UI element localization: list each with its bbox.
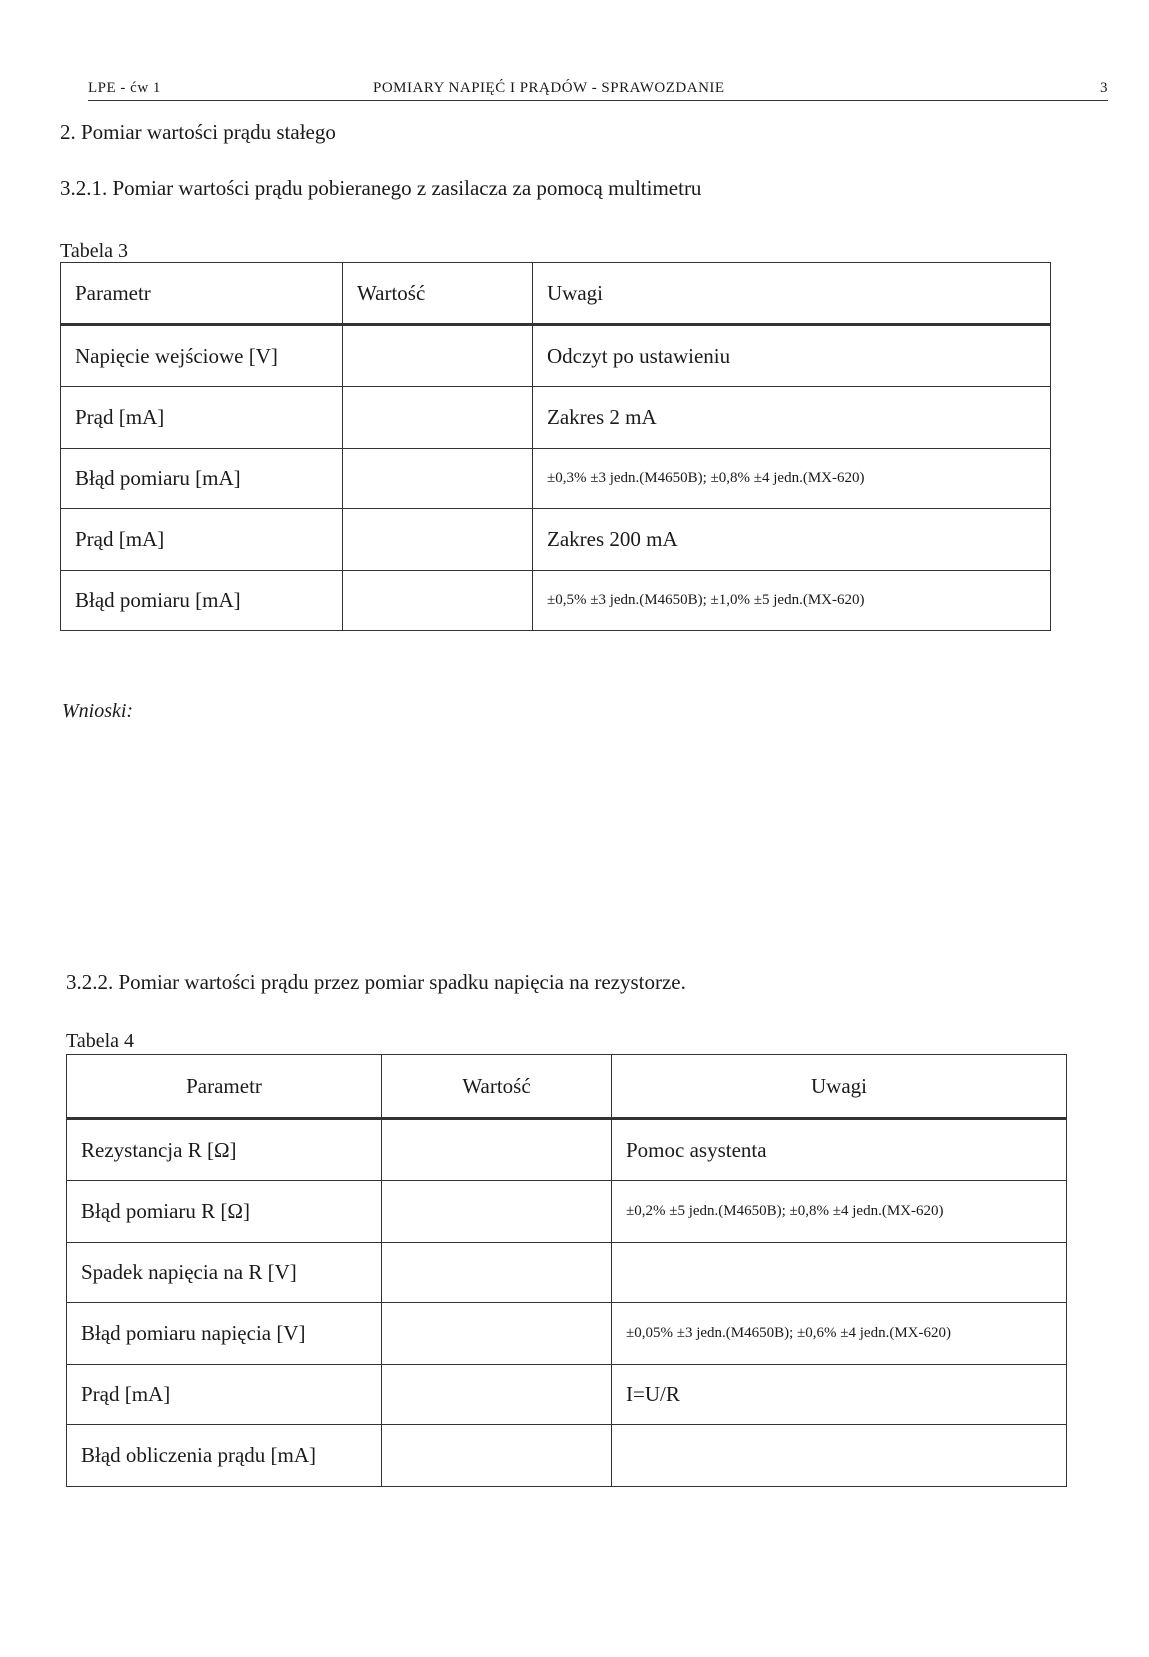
row-parameter: Błąd pomiaru R [Ω] [67,1181,382,1243]
value-cell[interactable] [382,1425,612,1487]
table-row [67,1303,1067,1365]
value-cell[interactable] [382,1365,612,1425]
row-parameter: Prąd [mA] [67,1365,382,1425]
value-cell[interactable] [343,387,533,449]
table-row [61,571,1051,631]
row-note [612,1425,1067,1487]
column-header-notes: Uwagi [612,1055,1067,1119]
row-parameter: Napięcie wejściowe [V] [61,325,343,387]
table-row [61,449,1051,509]
row-note: I=U/R [612,1365,1067,1425]
row-note: Pomoc asystenta [612,1119,1067,1181]
column-header-value: Wartość [382,1055,612,1119]
column-header-notes: Uwagi [533,263,1051,325]
header-title: POMIARY NAPIĘĆ I PRĄDÓW - SPRAWOZDANIE [373,80,725,96]
conclusions-label: Wnioski: [62,700,134,722]
table-4-caption: Tabela 4 [66,1030,135,1052]
value-cell[interactable] [382,1303,612,1365]
row-note: Zakres 2 mA [533,387,1051,449]
row-note: Odczyt po ustawieniu [533,325,1051,387]
table-row [61,325,1051,387]
row-note: ±0,5% ±3 jedn.(M4650B); ±1,0% ±5 jedn.(MX-620) [533,571,1051,631]
row-note: ±0,05% ±3 jedn.(M4650B); ±0,6% ±4 jedn.(MX-620) [612,1303,1067,1365]
table-4-header-row [67,1055,1067,1119]
row-parameter: Błąd pomiaru [mA] [61,571,343,631]
subsection-1-title: 3.2.1. Pomiar wartości prądu pobieranego z zasilacza za pomocą multimetru [60,176,702,200]
row-parameter: Błąd pomiaru napięcia [V] [67,1303,382,1365]
row-parameter: Błąd obliczenia prądu [mA] [67,1425,382,1487]
table-3-header-row [61,263,1051,325]
table-4 [66,1054,1067,1487]
row-parameter: Prąd [mA] [61,509,343,571]
table-row [67,1365,1067,1425]
table-row [61,387,1051,449]
value-cell[interactable] [343,571,533,631]
row-note: ±0,2% ±5 jedn.(M4650B); ±0,8% ±4 jedn.(MX-620) [612,1181,1067,1243]
value-cell[interactable] [343,449,533,509]
value-cell[interactable] [343,509,533,571]
table-row [67,1243,1067,1303]
section-title: 2. Pomiar wartości prądu stałego [60,120,336,144]
table-row [67,1425,1067,1487]
value-cell[interactable] [343,325,533,387]
value-cell[interactable] [382,1181,612,1243]
subsection-2-title: 3.2.2. Pomiar wartości prądu przez pomiar spadku napięcia na rezystorze. [66,970,686,994]
header-page-number: 3 [1100,80,1108,96]
row-note [612,1243,1067,1303]
table-3 [60,262,1051,631]
header-course: LPE - ćw 1 [88,80,161,96]
value-cell[interactable] [382,1119,612,1181]
row-note: Zakres 200 mA [533,509,1051,571]
row-parameter: Błąd pomiaru [mA] [61,449,343,509]
value-cell[interactable] [382,1243,612,1303]
column-header-value: Wartość [343,263,533,325]
row-note: ±0,3% ±3 jedn.(M4650B); ±0,8% ±4 jedn.(MX-620) [533,449,1051,509]
table-row [61,509,1051,571]
table-row [67,1119,1067,1181]
table-3-caption: Tabela 3 [60,240,129,262]
table-row [67,1181,1067,1243]
column-header-parameter: Parametr [67,1055,382,1119]
row-parameter: Prąd [mA] [61,387,343,449]
column-header-parameter: Parametr [61,263,343,325]
page-header [88,78,1108,101]
row-parameter: Spadek napięcia na R [V] [67,1243,382,1303]
row-parameter: Rezystancja R [Ω] [67,1119,382,1181]
